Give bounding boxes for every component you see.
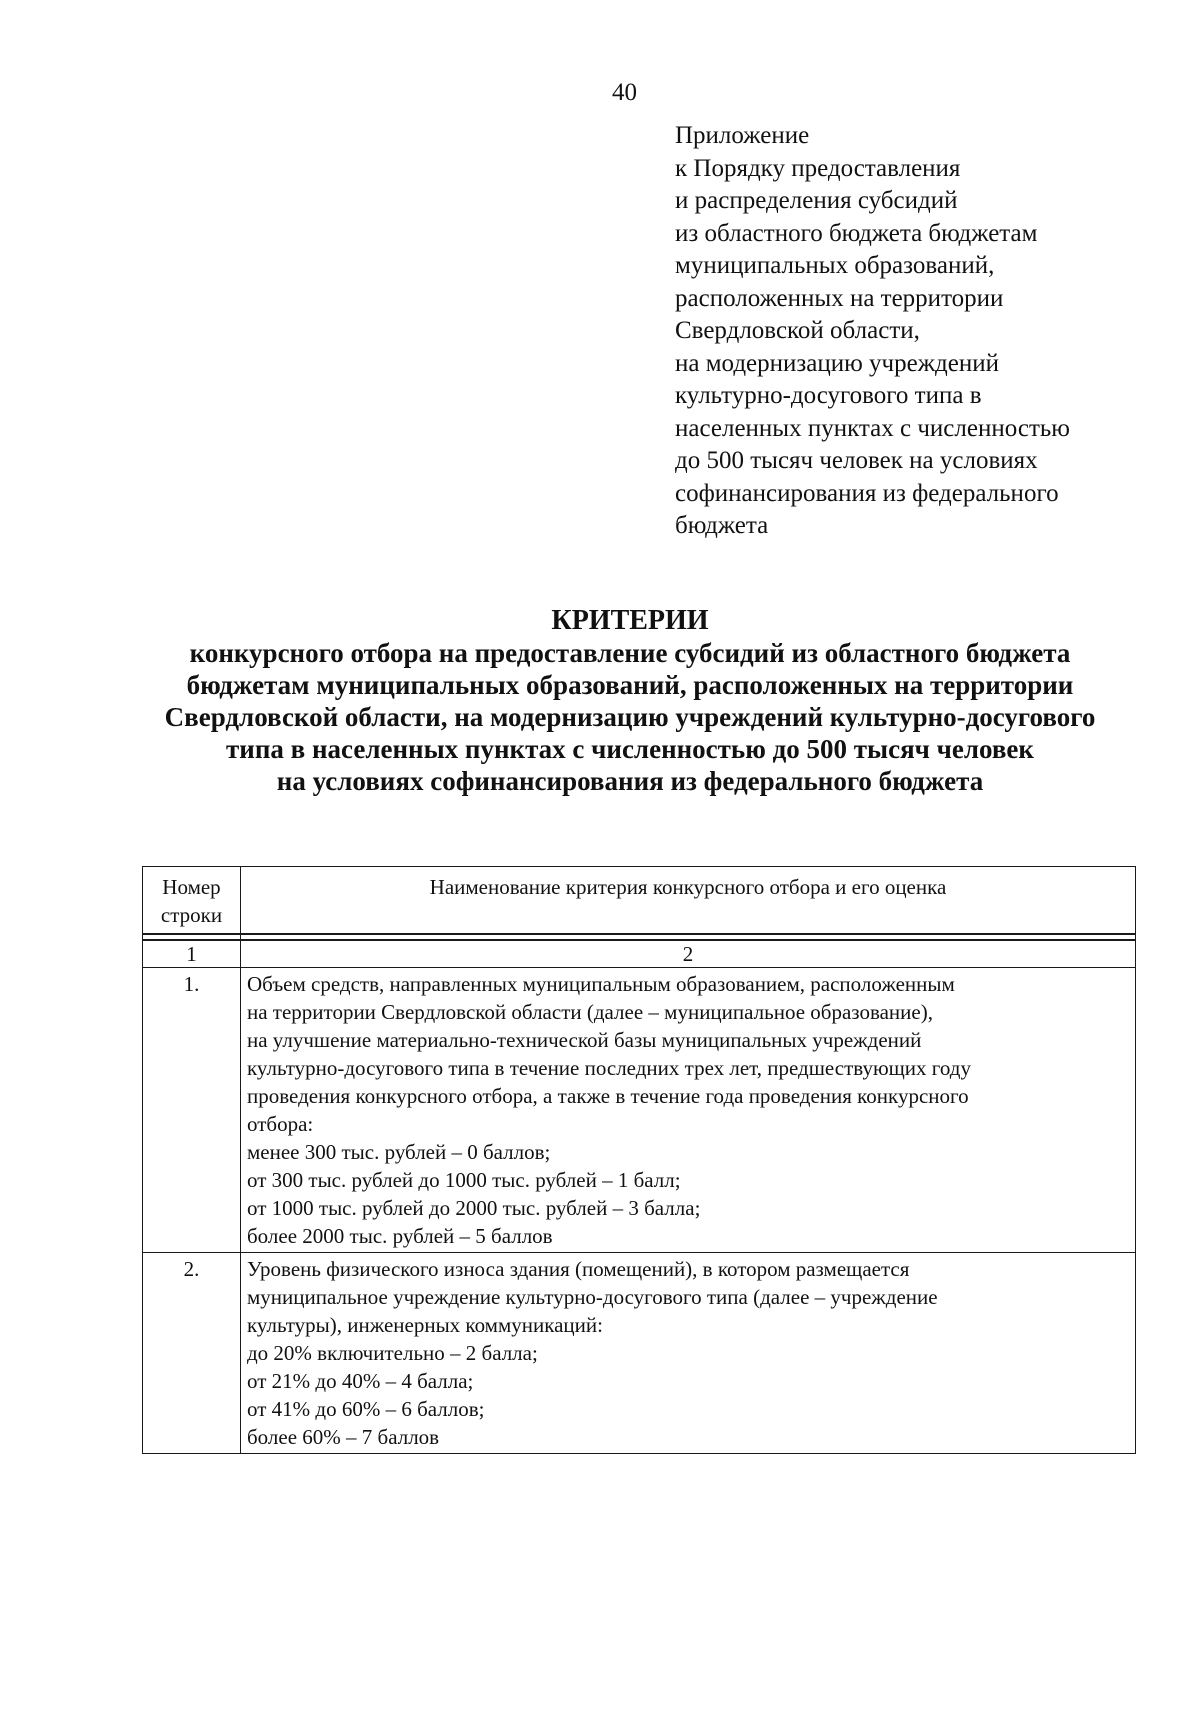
criterion-line: на территории Свердловской области (далее – муниципальное образование), [247,1000,933,1024]
appendix-line: и распределения субсидий [675,187,958,214]
criteria-heading [130,605,1130,797]
appendix-line: на модернизацию учреждений [675,349,999,377]
column-index-cell: 1 [143,940,241,968]
header-row-number [143,867,241,935]
criteria-subtitle-line: на условиях софинансирования из федерального бюджета [276,766,984,796]
row-number: 1. [143,968,241,1253]
appendix-line: софинансирования из федерального [675,479,1059,507]
criterion-line: менее 300 тыс. рублей – 0 баллов; [247,1140,551,1164]
criterion-line: Уровень физического износа здания (помещений), в котором размещается [247,1257,910,1281]
criterion-line: до 20% включительно – 2 балла; [247,1341,538,1365]
appendix-line: к Порядку предоставления [675,154,961,182]
criteria-subtitle-line: типа в населенных пунктах с численностью до 500 тысяч человек [226,734,1034,764]
table-row [143,968,1136,1253]
criterion-line: культурно-досугового типа в течение последних трех лет, предшествующих году [247,1056,971,1080]
criterion-line: муниципальное учреждение культурно-досугового типа (далее – учреждение [247,1285,938,1309]
criterion-line: проведения конкурсного отбора, а также в течение года проведения конкурсного [247,1084,969,1108]
criterion-line: на улучшение материально-технической базы муниципальных учреждений [247,1028,922,1052]
criterion-line: от 41% до 60% – 6 баллов; [247,1397,485,1421]
criteria-subtitle-line: конкурсного отбора на предоставление субсидий из областного бюджета [189,638,1071,668]
criteria-subtitle-line: бюджетам муниципальных образований, расположенных на территории [186,670,1074,700]
appendix-line: Приложение [675,122,810,149]
column-index-cell: 2 [241,940,1136,968]
appendix-line: населенных пунктах с численностью [675,414,1070,442]
table-row [143,1253,1136,1454]
header-number-line: строки [160,903,223,927]
header-criterion-name: Наименование критерия конкурсного отбора и его оценка [241,867,1136,935]
appendix-line: расположенных на территории [675,284,1004,312]
criterion-line: от 300 тыс. рублей до 1000 тыс. рублей – 1 балл; [247,1168,681,1192]
criterion-line: от 1000 тыс. рублей до 2000 тыс. рублей – 3 балла; [247,1196,701,1220]
header-number-line: Номер [162,875,221,899]
appendix-block [675,120,1195,543]
row-number: 2. [143,1253,241,1454]
criteria-subtitle-line: Свердловской области, на модернизацию учреждений культурно-досугового [164,702,1096,732]
appendix-line: муниципальных образований, [675,252,995,279]
appendix-line: культурно-досугового типа в [675,382,982,409]
column-index-row [143,940,1136,968]
appendix-line: Свердловской области, [675,317,920,344]
criteria-table [142,866,1136,1454]
criterion-line: от 21% до 40% – 4 балла; [247,1369,474,1393]
row-criterion [241,1253,1136,1454]
table-header-row [143,867,1136,935]
criterion-line: отбора: [247,1112,314,1136]
appendix-line: бюджета [675,512,769,539]
page-number: 40 [612,79,637,106]
criteria-title: КРИТЕРИИ [551,605,709,636]
appendix-line: до 500 тысяч человек на условиях [675,447,1038,474]
criterion-line: более 2000 тыс. рублей – 5 баллов [247,1224,553,1248]
criterion-line: Объем средств, направленных муниципальным образованием, расположенным [247,972,955,996]
criterion-line: культуры), инженерных коммуникаций: [247,1313,603,1337]
row-criterion [241,968,1136,1253]
criterion-line: более 60% – 7 баллов [247,1425,440,1449]
appendix-line: из областного бюджета бюджетам [675,219,1038,247]
